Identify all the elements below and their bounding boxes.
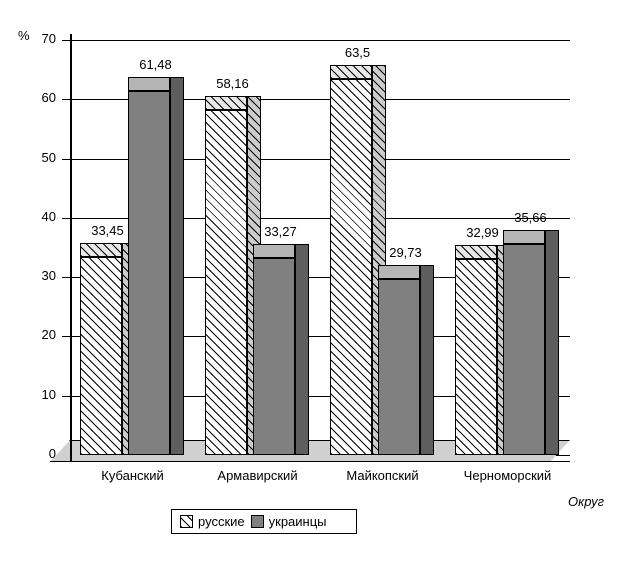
bar-value-label: 33,45: [91, 222, 124, 238]
bar-side-face: [420, 265, 434, 455]
category-label: Армавирский: [217, 468, 298, 483]
y-axis-title: %: [18, 28, 30, 43]
bar-front-face: [80, 257, 122, 455]
category-label: Черноморский: [463, 468, 552, 483]
bar-top-face: [128, 77, 170, 91]
legend-swatch-hatch-icon: [180, 515, 193, 528]
bar-top-face: [205, 96, 247, 110]
y-axis-tick-label: 60: [41, 90, 56, 106]
bar-front-face: [455, 259, 497, 455]
x-axis-line: [50, 461, 570, 462]
bar: [80, 257, 122, 455]
legend-swatch-gray-icon: [251, 515, 264, 528]
bar-front-face: [503, 244, 545, 455]
y-axis-tick-label: 0: [48, 446, 56, 461]
bar-side-face: [545, 230, 559, 455]
bar-top-face: [378, 265, 420, 279]
bar-front-face: [128, 91, 170, 455]
legend-label-russians: русские: [198, 514, 245, 529]
bar-top-face: [80, 243, 122, 257]
bar: [205, 110, 247, 455]
bar-front-face: [205, 110, 247, 455]
y-axis-tick-label: 70: [41, 31, 56, 46]
category-label: Кубанский: [101, 468, 164, 483]
bar-side-face: [295, 244, 309, 455]
bar: [330, 79, 372, 455]
bar-value-label: 63,5: [344, 44, 371, 60]
y-axis-tick-label: 30: [41, 268, 56, 284]
legend-label-ukrainians: украинцы: [268, 514, 327, 529]
y-axis-line: [70, 34, 72, 461]
bar-front-face: [378, 279, 420, 455]
legend-item-ukrainians: [251, 514, 327, 529]
bar-value-label: 61,48: [139, 56, 172, 72]
bar-side-face: [170, 77, 184, 455]
y-axis-tick-label: 50: [41, 149, 56, 165]
legend: [171, 509, 357, 534]
y-axis-tick-label: 20: [41, 327, 56, 343]
bar-top-face: [455, 245, 497, 259]
bar-value-label: 35,66: [514, 209, 547, 225]
bar-value-label: 32,99: [466, 225, 499, 241]
category-label: Майкопский: [346, 468, 419, 483]
bar: [378, 279, 420, 455]
bar: [503, 244, 545, 455]
y-axis-tick-label: 10: [41, 386, 56, 402]
bar-value-label: 58,16: [216, 76, 249, 92]
bar-top-face: [253, 244, 295, 258]
bar: [253, 258, 295, 455]
y-axis-tick-label: 40: [41, 208, 56, 224]
bar: [455, 259, 497, 455]
bar-value-label: 33,27: [264, 223, 297, 239]
x-axis-title: Округ: [568, 494, 604, 509]
legend-item-russians: [180, 514, 245, 529]
bar-front-face: [253, 258, 295, 455]
bar-front-face: [330, 79, 372, 455]
bar-value-label: 29,73: [389, 244, 422, 260]
bar-top-face: [330, 65, 372, 79]
gridline: [70, 40, 570, 41]
bar: [128, 91, 170, 455]
